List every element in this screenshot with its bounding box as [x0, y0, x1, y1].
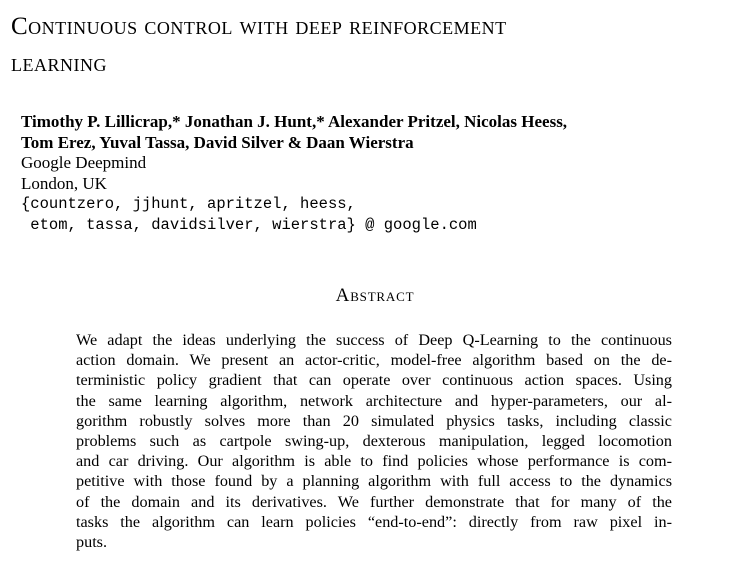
abstract-heading: Abstract [335, 285, 415, 306]
title-line-1: Continuous control with deep reinforcement [11, 13, 507, 40]
abstract-line: We adapt the ideas underlying the success of Deep Q-Learning to the continuous [76, 331, 672, 349]
abstract-line: gorithm robustly solves more than 20 simulated physics tasks, including classic [76, 411, 672, 430]
author-block [21, 112, 567, 235]
authors-line-2: Tom Erez, Yuval Tassa, David Silver & Daan Wierstra [21, 132, 414, 152]
abstract-line: action domain. We present an actor-critic, model-free algorithm based on the de- [76, 351, 672, 370]
abstract-line: of the domain and its derivatives. We further demonstrate that for many of the [76, 492, 672, 511]
emails-line-2: etom, tassa, davidsilver, wierstra} @ google.com [21, 215, 477, 234]
affiliation: Google Deepmind [21, 153, 147, 172]
abstract-body [76, 330, 672, 552]
location: London, UK [21, 173, 107, 193]
paper-title [11, 8, 746, 82]
abstract-line: and car driving. Our algorithm is able to find policies whose performance is com- [76, 452, 672, 471]
abstract-line: the same learning algorithm, network architecture and hyper-parameters, our al- [76, 391, 672, 410]
abstract-line: petitive with those found by a planning algorithm with full access to the dynamics [76, 472, 672, 491]
abstract-line: puts. [76, 533, 108, 552]
authors-line-1: Timothy P. Lillicrap,* Jonathan J. Hunt,* Alexander Pritzel, Nicolas Heess, [21, 112, 568, 131]
emails-line-1: {countzero, jjhunt, apritzel, heess, [21, 195, 356, 213]
abstract-line: terministic policy gradient that can operate over continuous action spaces. Using [76, 371, 672, 390]
abstract-line: problems such as cartpole swing-up, dexterous manipulation, legged locomotion [76, 432, 672, 451]
title-line-2: learning [11, 50, 107, 77]
abstract-line: tasks the algorithm can learn policies “end-to-end”: directly from raw pixel in- [76, 512, 672, 531]
